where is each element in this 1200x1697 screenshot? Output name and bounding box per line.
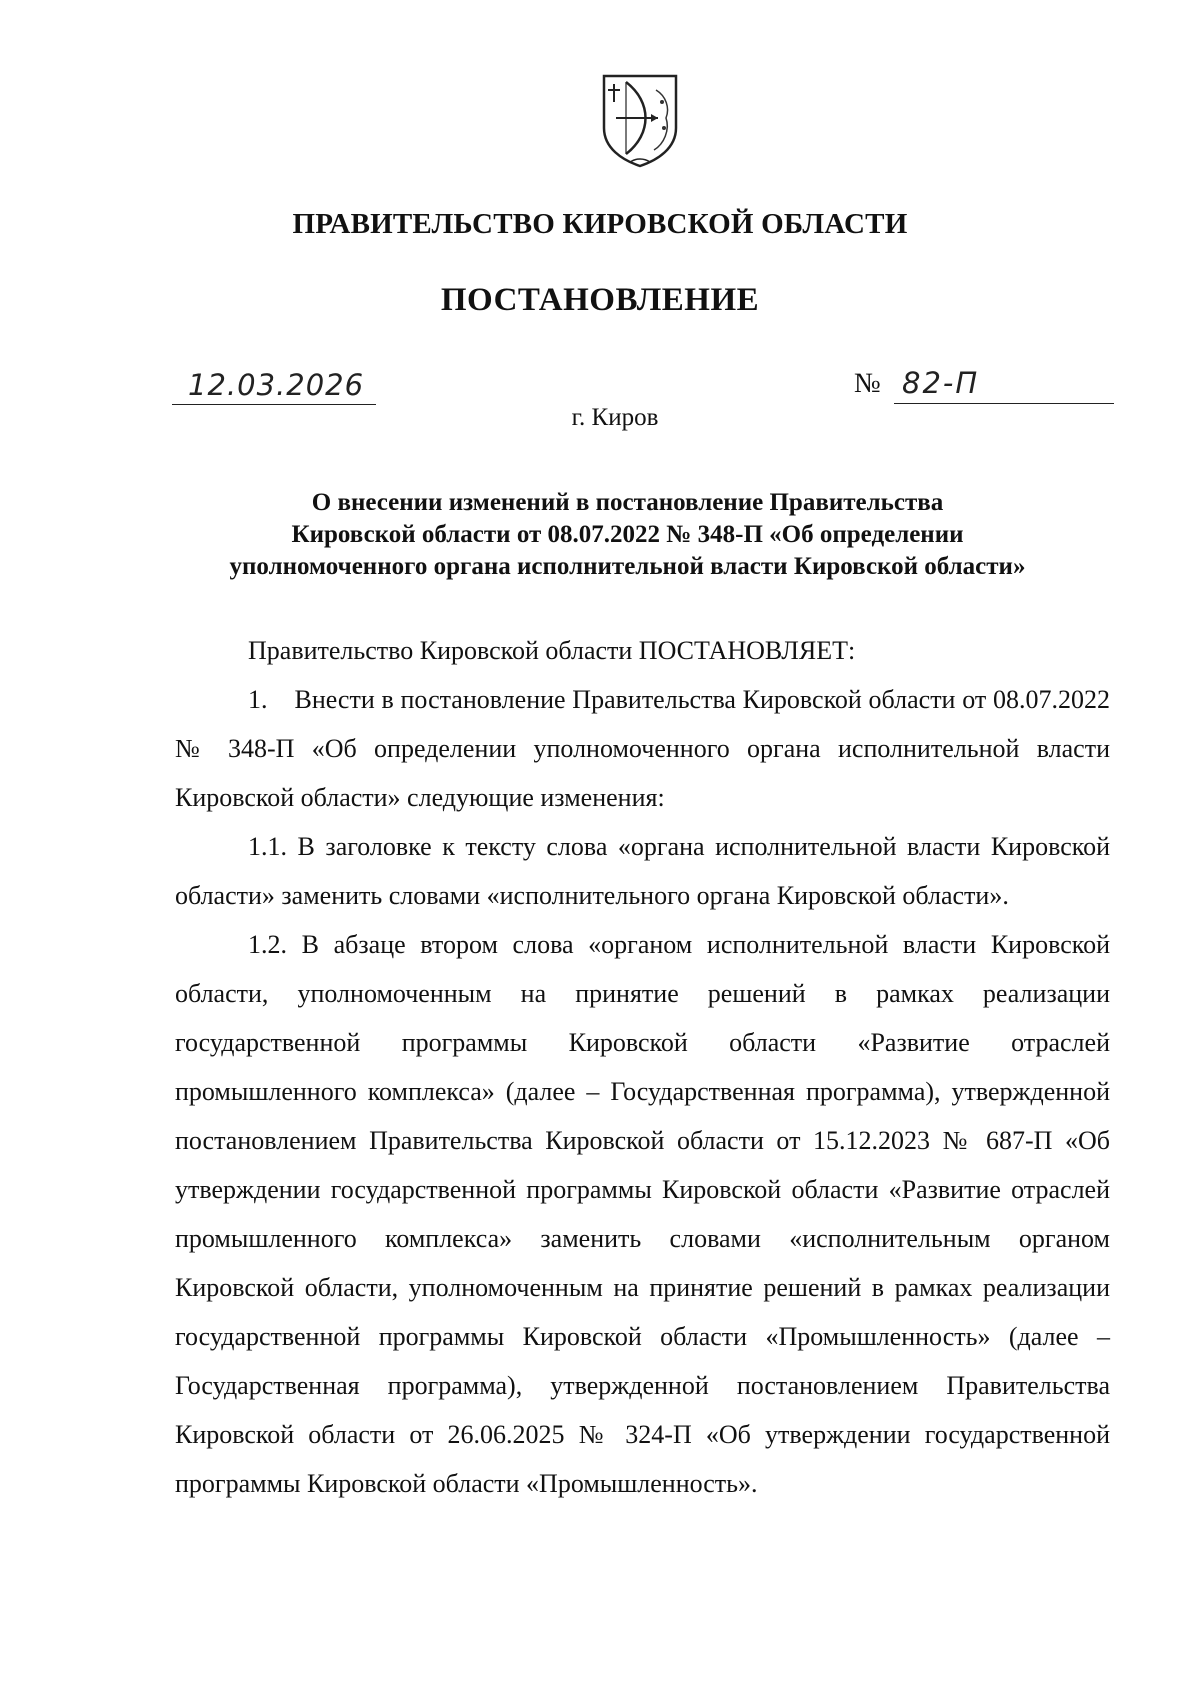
coat-of-arms-icon [600, 72, 680, 168]
document-number: 82-П [902, 366, 980, 400]
document-date-field [172, 364, 376, 405]
title-line: О внесении изменений в постановление Правительства [311, 489, 944, 516]
document-type: ПОСТАНОВЛЕНИЕ [440, 282, 760, 318]
clause-1-2: 1.2. В абзаце втором слова «органом исполнительной власти Кировской области, уполномоченным на принятие решений в рамках реализации государственной программы Кировской области «Развитие отраслей промышленного комплекса» (далее – Государственная программа), утвержденной постановлением Правительства Кировской области от 15.12.2023 № 687-П «Об утверждении государственной программы Кировской области «Развитие отраслей промышленного комплекса» заменить словами «исполнительным органом Кировской области, уполномоченным на принятие решений в рамках реализации государственной программы Кировской области «Промышленность» (далее – Государственная программа), утвержденной постановлением Правительства Кировской области от 26.06.2025 № 324-П «Об утверждении государственной программы Кировской области «Промышленность». [175, 930, 1110, 1498]
document-title [160, 487, 1095, 583]
document-city: г. Киров [571, 404, 659, 431]
clause-1-1: 1.1. В заголовке к тексту слова «органа исполнительной власти Кировской области» заменить словами «исполнительного органа Кировской области». [175, 832, 1110, 910]
title-line: Кировской области от 08.07.2022 № 348-П «Об определении [291, 521, 964, 548]
organization-name: ПРАВИТЕЛЬСТВО КИРОВСКОЙ ОБЛАСТИ [292, 208, 908, 240]
clause-1: 1. Внести в постановление Правительства Кировской области от 08.07.2022 № 348-П «Об определении уполномоченного органа исполнительной власти Кировской области» следующие изменения: [175, 685, 1110, 812]
title-line: уполномоченного органа исполнительной власти Кировской области» [229, 553, 1026, 580]
document-body [175, 626, 1110, 1508]
document-number-field [854, 364, 1114, 404]
preamble-paragraph: Правительство Кировской области ПОСТАНОВЛЯЕТ: [248, 636, 856, 665]
document-date: 12.03.2026 [188, 368, 365, 402]
number-sign: № [854, 368, 881, 399]
